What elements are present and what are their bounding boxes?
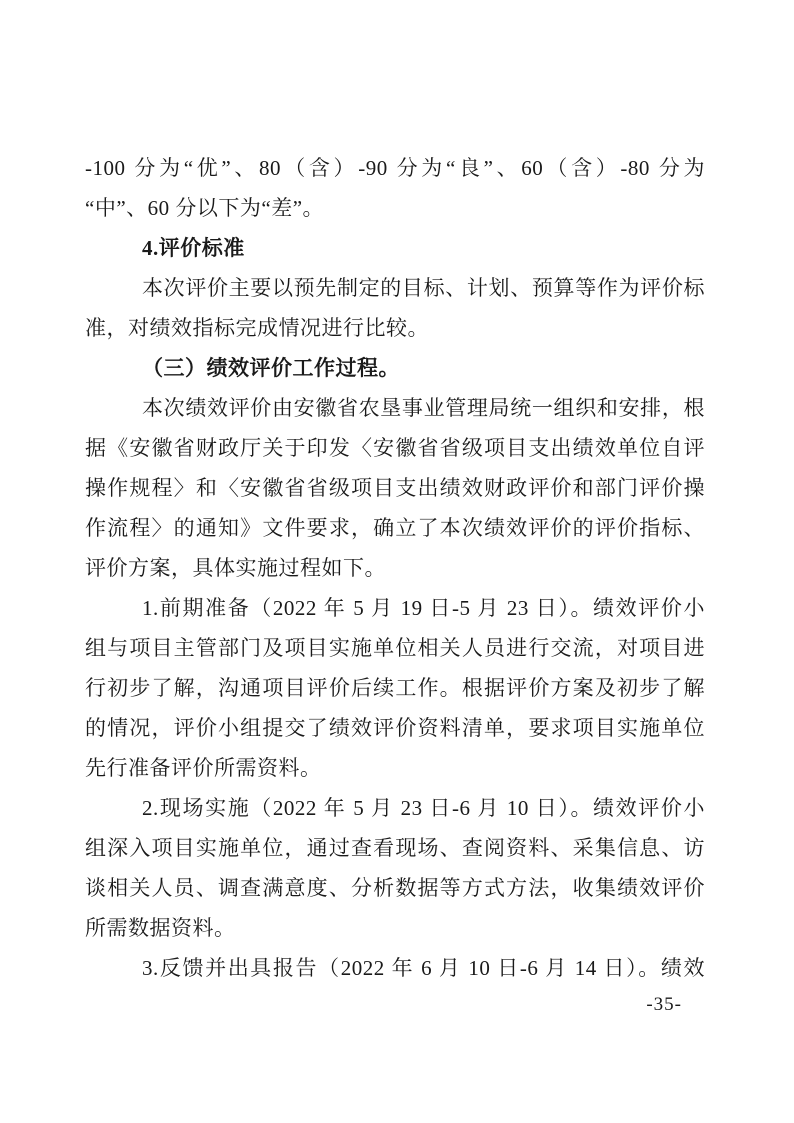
section-heading-4: 4.评价标准 — [142, 236, 245, 260]
paragraph-line: 行初步了解，沟通项目评价后续工作。根据评价方案及初步了解 — [85, 676, 705, 700]
paragraph-line: 组深入项目实施单位，通过查看现场、查阅资料、采集信息、访 — [85, 836, 705, 860]
paragraph-line: 3.反馈并出具报告（2022 年 6 月 10 日-6 月 14 日）。绩效 — [142, 956, 705, 980]
paragraph-line: 的情况，评价小组提交了绩效评价资料清单，要求项目实施单位 — [85, 716, 705, 740]
paragraph-line: 本次评价主要以预先制定的目标、计划、预算等作为评价标 — [142, 276, 705, 300]
paragraph-line: 2.现场实施（2022 年 5 月 23 日-6 月 10 日）。绩效评价小 — [142, 796, 705, 820]
paragraph-line: “中”、60 分以下为“差”。 — [85, 196, 325, 220]
section-heading-3: （三）绩效评价工作过程。 — [142, 356, 400, 380]
paragraph-line: 1.前期准备（2022 年 5 月 19 日-5 月 23 日）。绩效评价小 — [142, 596, 705, 620]
page-number: -35- — [646, 994, 682, 1015]
paragraph-line: -100 分为“优”、80（含）-90 分为“良”、60（含）-80 分为 — [85, 156, 705, 180]
paragraph-line: 组与项目主管部门及项目实施单位相关人员进行交流，对项目进 — [85, 636, 705, 660]
paragraph-line: 本次绩效评价由安徽省农垦事业管理局统一组织和安排，根 — [142, 396, 705, 420]
paragraph-line: 据《安徽省财政厅关于印发〈安徽省省级项目支出绩效单位自评 — [85, 436, 705, 460]
paragraph-line: 评价方案，具体实施过程如下。 — [85, 556, 386, 580]
paragraph-line: 准，对绩效指标完成情况进行比较。 — [85, 316, 429, 340]
paragraph-line: 操作规程〉和〈安徽省省级项目支出绩效财政评价和部门评价操 — [85, 476, 705, 500]
document-body — [85, 148, 705, 988]
paragraph-line: 作流程〉的通知》文件要求，确立了本次绩效评价的评价指标、 — [85, 516, 705, 540]
paragraph-line: 所需数据资料。 — [85, 916, 236, 940]
paragraph-line: 谈相关人员、调查满意度、分析数据等方式方法，收集绩效评价 — [85, 876, 705, 900]
paragraph-line: 先行准备评价所需资料。 — [85, 756, 322, 780]
